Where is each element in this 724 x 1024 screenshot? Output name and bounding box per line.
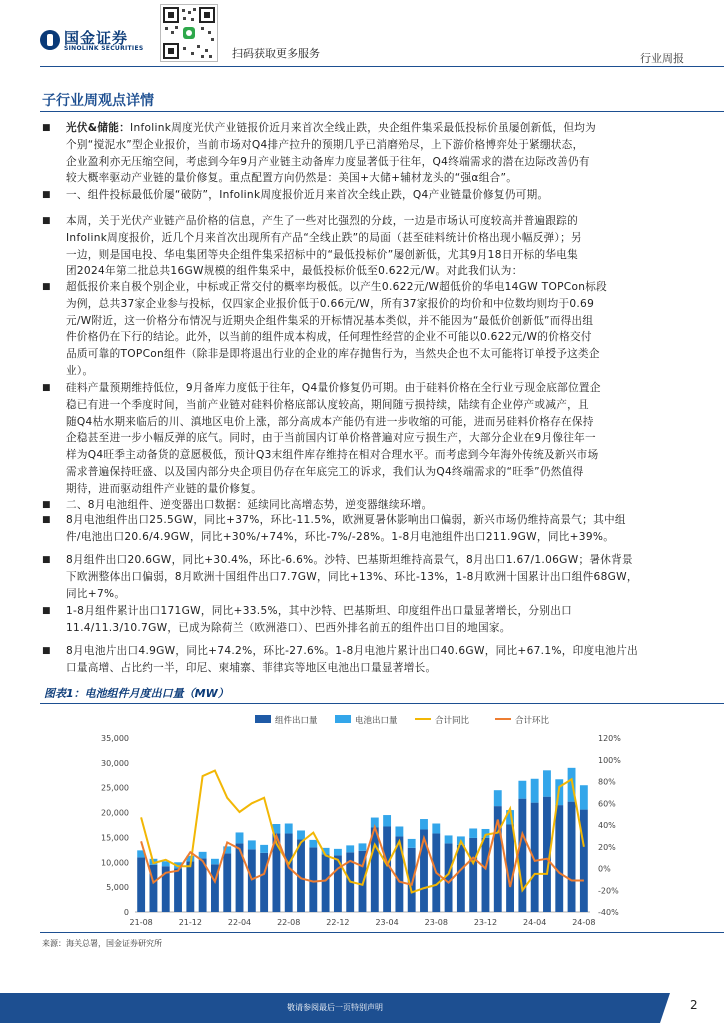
bar-cell-export (285, 824, 293, 834)
bar-cell-export (420, 819, 428, 829)
legend-swatch (335, 715, 351, 723)
bar-module-export (223, 853, 231, 912)
paragraph (66, 643, 688, 677)
bar-cell-export (236, 832, 244, 843)
paragraph-text: Infolink周度光伏产业链报价近月来首次全线止跌，央企组件集采最低投标价虽屡创新低，但均为 (130, 122, 597, 134)
bar-cell-export (445, 835, 453, 843)
paragraph-text: 同比+7%。 (66, 587, 126, 600)
bar-module-export (482, 838, 490, 912)
bar-module-export (469, 838, 477, 912)
bar-module-export (309, 847, 317, 912)
paragraph-text: 期待，进而驱动组件产业链的量价修复。 (66, 482, 263, 495)
paragraph-line (66, 120, 688, 137)
paragraph-text: 8月组件出口20.6GW，同比+30.4%，环比-6.6%。沙特、巴基斯坦维持高景气，8月出口1.67/1.06GW；暑休背景 (66, 554, 633, 566)
bar-module-export (555, 805, 563, 912)
bar-cell-export (334, 849, 342, 855)
x-tick-label: 22-12 (326, 918, 350, 927)
paragraph-text: 8月电池片出口4.9GW，同比+74.2%，环比-27.6%。1-8月电池片累计出口40.6GW，同比+67.1%，印度电池片出 (66, 645, 638, 657)
paragraph-text: 团2024年第二批总共16GW规模的组件集采中，最低投标价低至0.622元/W。对此我们认为： (66, 265, 523, 278)
bar-module-export (285, 833, 293, 912)
paragraph-line (66, 552, 688, 569)
paragraph-text: Infolink周度报价，近几个月来首次出现所有产品“全线止跌”的局面（甚至硅料统计价格出现小幅反弹）；另 (66, 231, 582, 244)
bullet-icon: ■ (42, 383, 51, 393)
bar-cell-export (395, 826, 403, 836)
legend-label: 组件出口量 (275, 716, 318, 726)
bar-module-export (186, 861, 194, 912)
legend-label: 电池出口量 (355, 716, 398, 726)
bullet-icon: ■ (42, 500, 51, 510)
paragraph-line (66, 643, 688, 660)
paragraph-text: 较大概率驱动产业链的量价修复。重点配置方向仍然是：美国+大储+辅材龙头的“强α组合”。 (66, 172, 518, 185)
logo-text-en: SINOLINK SECURITIES (64, 45, 144, 52)
y-right-tick-label: -40% (598, 908, 619, 917)
paragraph-text: 业）。 (66, 364, 94, 377)
bar-cell-export (346, 845, 354, 852)
bullet-icon: ■ (42, 606, 51, 616)
figure-title: 图表1：电池组件月度出口量（MW） (44, 687, 229, 700)
bar-module-export (322, 854, 330, 912)
paragraph (66, 512, 688, 546)
section-title: 子行业周观点详情 (42, 93, 154, 109)
figure-divider-top (40, 703, 724, 704)
paragraph-text: 元/W附近，这一价格分布情况与近期央企组件集采的开标情况基本类似，并不能因为“最低价创新低”而得出组 (66, 314, 594, 327)
y-right-tick-label: 60% (598, 799, 616, 809)
paragraph-text: 下欧洲整体出口偏弱，8月欧洲十国组件出口7.7GW，同比+13%、环比-13%，1-8月欧洲十国累计出口组件68GW， (66, 570, 638, 583)
bar-cell-export (469, 828, 477, 837)
paragraph-line (66, 529, 688, 546)
paragraph-line (66, 430, 688, 447)
paragraph-text: 需求普遍保持旺盛、以及国内部分央企项目仍存在年底完工的诉求，我们认为Q4终端需求的“旺季”仍然值得 (66, 465, 584, 478)
paragraph-line (66, 230, 688, 247)
paragraph-text: 超低报价来自极个别企业，中标或正常交付的概率均极低。以产生0.622元/W超低价的华电14GW TOPCon标段 (66, 281, 608, 293)
paragraph-line (66, 154, 688, 171)
paragraph (66, 279, 688, 380)
paragraph-text: 口量高增、占比约一半，印尼、柬埔寨、菲律宾等地区电池出口量显著增长。 (66, 661, 437, 674)
bar-module-export (174, 868, 182, 912)
paragraph-line (66, 512, 688, 529)
paragraph-line (66, 170, 688, 187)
bar-module-export (518, 799, 526, 912)
section-title-divider (40, 111, 724, 112)
bullet-icon: ■ (42, 515, 51, 525)
y-right-tick-label: 100% (598, 755, 621, 765)
figure-source: 来源：海关总署，国金证券研究所 (42, 939, 162, 948)
paragraph-text: 随Q4枯水期来临后的川、滇地区电价上涨，部分高成本产能仍有进一步收缩的可能，进而另硅料价格存在保持 (66, 415, 594, 428)
bullet-icon: ■ (42, 216, 51, 226)
legend-swatch (255, 715, 271, 723)
paragraph-text: 企业盈利亦无压缩空间，考虑到今年9月产业链主动备库力度显著低于往年，Q4终端需求的潜在边际改善仍有 (66, 155, 590, 168)
bullet-icon: ■ (42, 190, 51, 200)
y-left-tick-label: 35,000 (101, 734, 129, 743)
bar-cell-export (297, 830, 305, 839)
y-right-tick-label: 20% (598, 842, 616, 852)
paragraph-line (66, 481, 688, 498)
bar-cell-export (199, 852, 207, 858)
bar-module-export (371, 827, 379, 912)
paragraph-text: 8月电池组件出口25.5GW，同比+37%，环比-11.5%，欧洲夏暑休影响出口偏弱，新兴市场仍维持高景气；其中组 (66, 514, 626, 526)
paragraph-text: 11.4/11.3/10.7GW，已成为除荷兰（欧洲港口）、巴西外排名前五的组件出口目的地国家。 (66, 621, 511, 634)
bar-cell-export (248, 840, 256, 849)
paragraph-lead: 光伏&储能： (66, 122, 131, 134)
paragraph-text: 为例，总共37家企业参与投标，仅四家企业报价低于0.66元/W，所有37家报价的均价和中位数均则均于0.69 (66, 297, 595, 310)
export-chart (40, 706, 724, 928)
paragraph-line (66, 329, 688, 346)
paragraph-line (66, 346, 688, 363)
y-left-tick-label: 20,000 (101, 808, 129, 818)
y-left-tick-label: 10,000 (101, 858, 129, 868)
x-tick-label: 22-04 (227, 918, 252, 927)
paragraph-line (66, 213, 688, 230)
paragraph-text: 品质可靠的TOPCon组件（除非是即将退出行业的企业的库存抛售行为，当然央企也不太可能将订单授予这类企 (66, 348, 600, 361)
paragraph-line (66, 363, 688, 380)
bar-module-export (383, 826, 391, 912)
x-tick-label: 21-12 (178, 918, 202, 927)
paragraph (66, 187, 688, 204)
report-type-label: 行业周报 (640, 52, 684, 65)
paragraph-text: 件/电池出口20.6/4.9GW，同比+30%/+74%，环比-7%/-28%。1-8月电池组件出口211.9GW，同比+39%。 (66, 530, 615, 543)
paragraph (66, 380, 688, 498)
paragraph-line (66, 569, 688, 586)
bar-cell-export (518, 781, 526, 799)
paragraph-line (66, 296, 688, 313)
y-left-tick-label: 5,000 (106, 883, 129, 893)
paragraph-line (66, 137, 688, 154)
bar-module-export (580, 810, 588, 912)
bar-cell-export (359, 843, 367, 850)
paragraph-line (66, 464, 688, 481)
legend-label: 合计环比 (515, 716, 550, 726)
qr-code-icon[interactable] (160, 4, 218, 62)
header-divider (40, 66, 724, 67)
paragraph-line (66, 603, 688, 620)
paragraph-text: 1-8月组件累计出口171GW，同比+33.5%，其中沙特、巴基斯坦、印度组件出口量显著增长，分别出口 (66, 605, 573, 617)
paragraph-text: 稳已有进一个季度时间，当前产业链对硅料价格底部认度较高，期间随亏损持续，陆续有企业停产或减产，且 (66, 398, 589, 411)
y-right-tick-label: 40% (598, 821, 616, 830)
y-right-tick-label: -20% (598, 886, 619, 896)
x-tick-label: 23-04 (375, 918, 399, 927)
bar-cell-export (408, 839, 416, 848)
paragraph (66, 552, 688, 602)
paragraph-text: 硅料产量预期维持低位，9月备库力度低于往年，Q4量价修复仍可期。由于硅料价格在全行业亏现金底部位置企 (66, 382, 601, 394)
paragraph-line (66, 380, 688, 397)
bar-module-export (445, 843, 453, 912)
bar-module-export (137, 857, 145, 912)
page-number: 2 (690, 998, 698, 1012)
scan-for-services-text: 扫码获取更多服务 (232, 47, 320, 60)
y-left-tick-label: 15,000 (101, 833, 129, 843)
x-tick-label: 23-08 (424, 918, 448, 927)
paragraph-text: 样为Q4旺季主动备货的意愿极低，预计Q3末组件库存维持在相对合理水平。而考虑到今年海外传统及新兴市场 (66, 449, 599, 462)
paragraph-line (66, 247, 688, 264)
bar-module-export (260, 853, 268, 912)
paragraph-text: 二、8月电池组件、逆变器出口数据：延续同比高增态势，逆变器继续环增。 (66, 499, 433, 511)
paragraph-line (66, 447, 688, 464)
sinolink-logo-icon (40, 30, 60, 50)
paragraph-line (66, 279, 688, 296)
y-left-tick-label: 30,000 (101, 758, 129, 768)
paragraph-line (66, 586, 688, 603)
paragraph-text: 件价格仍在下行的结论。此外，以当前的组件成本构成，任何理性经营的企业不可能以0.622元/W的价格交付 (66, 331, 592, 344)
bar-module-export (457, 845, 465, 912)
bar-cell-export (580, 785, 588, 809)
bullet-icon: ■ (42, 646, 51, 656)
paragraph-text: 一边，则是国电投、华电集团等央企组件集采招标中的“最低投标价”屡创新低，尤其9月18日开标的华电集 (66, 248, 579, 261)
y-left-tick-label: 25,000 (101, 783, 129, 793)
legend-label: 合计同比 (435, 716, 470, 726)
x-tick-label: 23-12 (473, 918, 498, 927)
bar-module-export (248, 849, 256, 912)
logo-text-cn: 国金证券 (64, 29, 129, 47)
bar-cell-export (543, 770, 551, 796)
paragraph (66, 213, 688, 280)
paragraph-text: 个别“搅泥水”型企业报价，当前市场对Q4排产拉升的预期几乎已消磨殆尽，上下游价格博弈处于紧绷状态， (66, 138, 584, 151)
bar-cell-export (211, 859, 219, 864)
bar-module-export (531, 803, 539, 912)
bar-cell-export (531, 779, 539, 803)
x-tick-label: 24-08 (572, 918, 596, 927)
paragraph-line (66, 187, 688, 204)
paragraph-line (66, 397, 688, 414)
bar-module-export (568, 802, 576, 912)
figure-divider-bottom (40, 932, 724, 933)
bullet-icon: ■ (42, 123, 51, 133)
footer-disclaimer: 敬请参阅最后一页特别声明 (287, 1003, 383, 1012)
paragraph-line (66, 414, 688, 431)
paragraph (66, 603, 688, 637)
paragraph-line (66, 313, 688, 330)
bar-cell-export (309, 840, 317, 847)
bullet-icon: ■ (42, 282, 51, 292)
x-tick-label: 22-08 (277, 918, 301, 927)
bar-cell-export (260, 845, 268, 853)
paragraph (66, 120, 688, 187)
y-left-tick-label: 0 (123, 908, 129, 917)
paragraph-text: 一、组件投标最低价屡“破防”，Infolink周度报价近月来首次全线止跌，Q4产业链量价修复仍可期。 (66, 189, 549, 201)
bar-cell-export (383, 815, 391, 826)
x-tick-label: 21-08 (129, 918, 153, 927)
bar-cell-export (432, 824, 440, 834)
paragraph-text: 本周，关于光伏产业链产品价格的信息，产生了一些对比强烈的分歧，一边是市场认可度较高并普遍跟踪的 (66, 215, 579, 227)
paragraph-text: 企稳甚至进一步小幅反弹的底气。同时，由于当前国内订单价格普遍对应亏损生产，大部分企业在9月像往年一 (66, 432, 596, 445)
paragraph-line (66, 263, 688, 280)
paragraph-line (66, 660, 688, 677)
x-tick-label: 24-04 (523, 918, 547, 927)
y-right-tick-label: 0% (598, 864, 611, 874)
y-right-tick-label: 120% (598, 734, 621, 743)
bullet-icon: ■ (42, 555, 51, 565)
paragraph-line (66, 620, 688, 637)
y-right-tick-label: 80% (598, 777, 616, 787)
bar-cell-export (494, 790, 502, 806)
